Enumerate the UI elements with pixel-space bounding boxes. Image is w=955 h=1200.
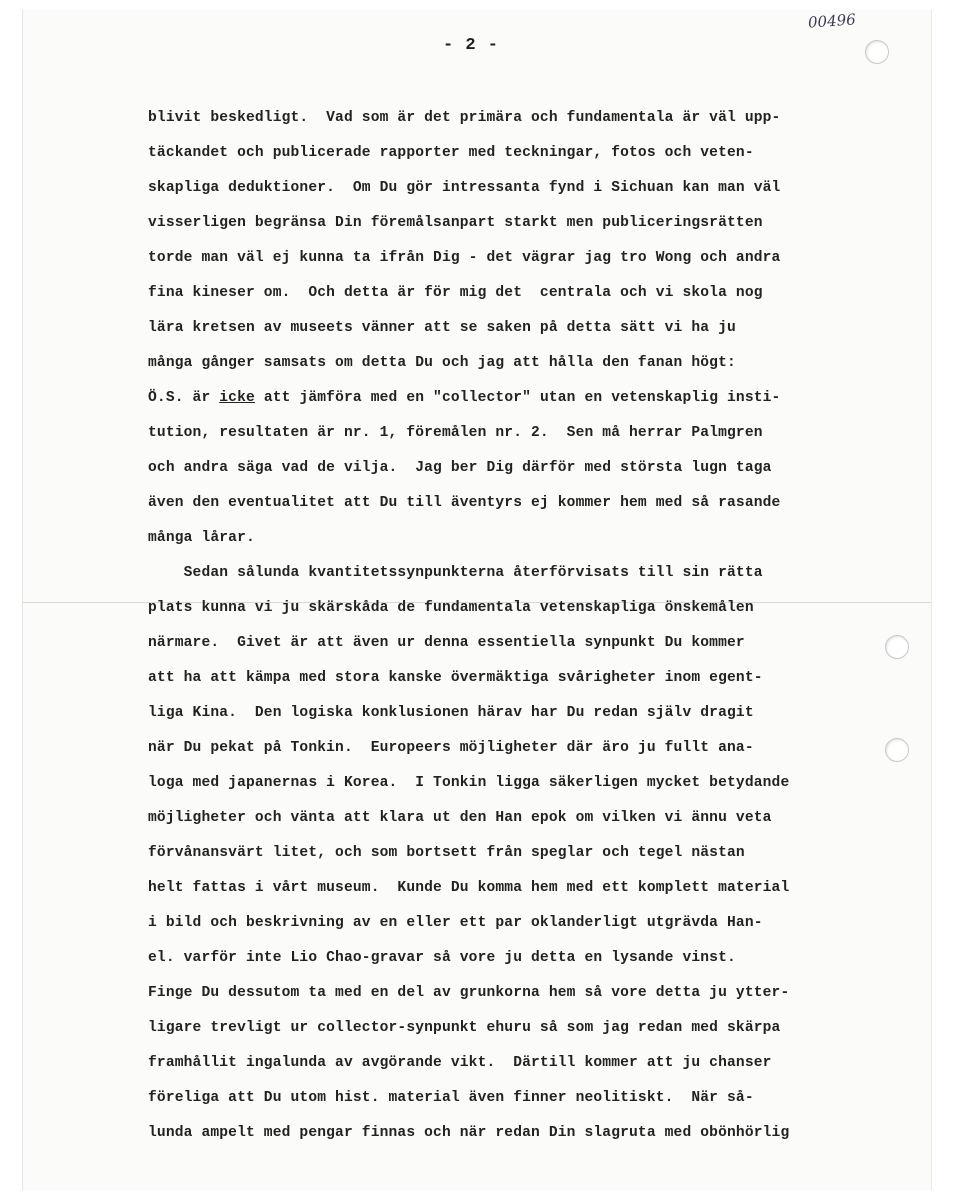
- page-number: - 2 -: [443, 36, 500, 55]
- body-line: många lårar.: [148, 530, 255, 546]
- body-line: ligare trevligt ur collector-synpunkt ehuru så som jag redan med skärpa: [148, 1020, 781, 1036]
- punch-hole-top: [865, 40, 889, 64]
- body-line: föreliga att Du utom hist. material även finner neolitiskt. När så-: [148, 1090, 754, 1106]
- body-line: torde man väl ej kunna ta ifrån Dig - det vägrar jag tro Wong och andra: [148, 250, 781, 266]
- body-line: när Du pekat på Tonkin. Europeers möjligheter där äro ju fullt ana-: [148, 740, 754, 756]
- body-line: lära kretsen av museets vänner att se saken på detta sätt vi ha ju: [148, 320, 736, 336]
- body-line: liga Kina. Den logiska konklusionen härav har Du redan själv dragit: [148, 705, 754, 721]
- body-line: el. varför inte Lio Chao-gravar så vore ju detta en lysande vinst.: [148, 950, 736, 966]
- line-text-before-emphasis: Ö.S. är: [148, 390, 220, 406]
- body-line: täckandet och publicerade rapporter med teckningar, fotos och veten-: [148, 145, 754, 161]
- underlined-emphasis: icke: [219, 390, 255, 406]
- body-line: tution, resultaten är nr. 1, föremålen nr. 2. Sen må herrar Palmgren: [148, 425, 763, 441]
- body-line: visserligen begränsa Din föremålsanpart starkt men publiceringsrätten: [148, 215, 763, 231]
- line-text-after-emphasis: att jämföra med en "collector" utan en vetenskaplig insti-: [254, 390, 781, 406]
- body-line: helt fattas i vårt museum. Kunde Du komma hem med ett komplett material: [148, 880, 790, 896]
- body-line: många gånger samsats om detta Du och jag att hålla den fanan högt:: [148, 355, 736, 371]
- body-line: lunda ampelt med pengar finnas och när redan Din slagruta med obönhörlig: [148, 1125, 790, 1141]
- body-line: och andra säga vad de vilja. Jag ber Dig därför med största lugn taga: [148, 460, 772, 476]
- archive-number: 00496: [807, 10, 857, 32]
- body-line: skapliga deduktioner. Om Du gör intressanta fynd i Sichuan kan man väl: [148, 180, 781, 196]
- body-line: närmare. Givet är att även ur denna essentiella synpunkt Du kommer: [148, 635, 745, 651]
- body-line: Finge Du dessutom ta med en del av grunkorna hem så vore detta ju ytter-: [148, 985, 790, 1001]
- paragraph-start-line: Sedan sålunda kvantitetssynpunkterna återförvisats till sin rätta: [148, 565, 763, 581]
- punch-hole-lower: [885, 738, 909, 762]
- body-line: [148, 390, 780, 406]
- body-line: förvånansvärt litet, och som bortsett från speglar och tegel nästan: [148, 845, 745, 861]
- punch-hole-middle: [885, 635, 909, 659]
- body-line: fina kineser om. Och detta är för mig det centrala och vi skola nog: [148, 285, 763, 301]
- body-line: även den eventualitet att Du till äventyrs ej kommer hem med så rasande: [148, 495, 781, 511]
- body-line: blivit beskedligt. Vad som är det primära och fundamentala är väl upp-: [148, 110, 781, 126]
- body-line: framhållit ingalunda av avgörande vikt. Därtill kommer att ju chanser: [148, 1055, 772, 1071]
- body-line: att ha att kämpa med stora kanske övermäktiga svårigheter inom egent-: [148, 670, 763, 686]
- body-line: möjligheter och vänta att klara ut den Han epok om vilken vi ännu veta: [148, 810, 772, 826]
- body-line: i bild och beskrivning av en eller ett par oklanderligt utgrävda Han-: [148, 915, 763, 931]
- body-line: plats kunna vi ju skärskåda de fundamentala vetenskapliga önskemålen: [148, 600, 754, 616]
- body-line: loga med japanernas i Korea. I Tonkin ligga säkerligen mycket betydande: [148, 775, 790, 791]
